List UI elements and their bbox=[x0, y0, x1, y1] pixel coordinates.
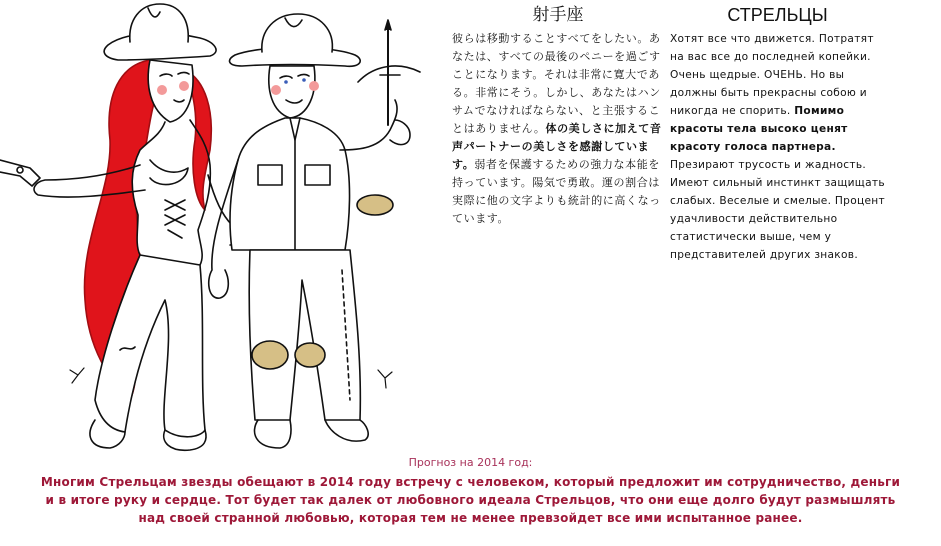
russian-text-2: Презирают трусость и жадность. Имеют сильный инстинкт защищать слабых. Веселые и смелые. Процент удачливости действительно статистически выше, чем у представителей других знаков. bbox=[670, 159, 886, 261]
forecast-block bbox=[40, 456, 901, 527]
sagittarius-couple-illustration bbox=[0, 0, 440, 460]
woman-face bbox=[148, 60, 193, 122]
shirt-patch bbox=[357, 195, 393, 215]
forecast-text: Многим Стрельцам звезды обещают в 2014 году встречу с человеком, который предложит им сотрудничество, деньги и в итоге руку и сердце. Тот будет так далек от любовного идеала Стрельцов, что они еще долго будут размышлять над своей странной любовью, которая тем не менее превзойдет все ими испытанное ранее. bbox=[40, 475, 901, 525]
forecast-title: Прогноз на 2014 год: bbox=[408, 456, 533, 469]
knee-patch-right bbox=[295, 343, 325, 367]
russian-description bbox=[670, 30, 885, 264]
japanese-text-1: 彼らは移動することすべてをしたい。あなたは、すべての最後のペニーを過ごすことになります。それは非常に寛大である。非常にそう。しかし、あなたはハンサムでなければならない、と主張することはありません。 bbox=[452, 32, 661, 135]
knee-patch-left bbox=[252, 341, 288, 369]
man-pants bbox=[249, 250, 360, 420]
russian-column bbox=[670, 4, 885, 264]
russian-text-1: Хотят все что движется. Потратят на вас все до последней копейки. Очень щедрые. ОЧЕНЬ. Но вы должны быть прекрасны собою и никогда не спорить. bbox=[670, 33, 874, 117]
japanese-text-bold: 体の美しさに加えて音声パートナーの美しさを感謝しています。 bbox=[452, 122, 662, 171]
japanese-column bbox=[452, 4, 664, 228]
japanese-title: 射手座 bbox=[532, 5, 584, 25]
japanese-text-2: 弱者を保護するための強力な本能を持っています。陽気で勇敢。運の割合は実際に他の文字よりも統計的に高くなっています。 bbox=[452, 158, 661, 225]
russian-title: СТРЕЛЬЦЫ bbox=[727, 5, 828, 25]
japanese-description bbox=[452, 30, 664, 228]
russian-text-bold: Помимо красоты тела высоко ценят красоту голоса партнера. bbox=[670, 105, 848, 153]
man-shirt bbox=[230, 118, 350, 250]
